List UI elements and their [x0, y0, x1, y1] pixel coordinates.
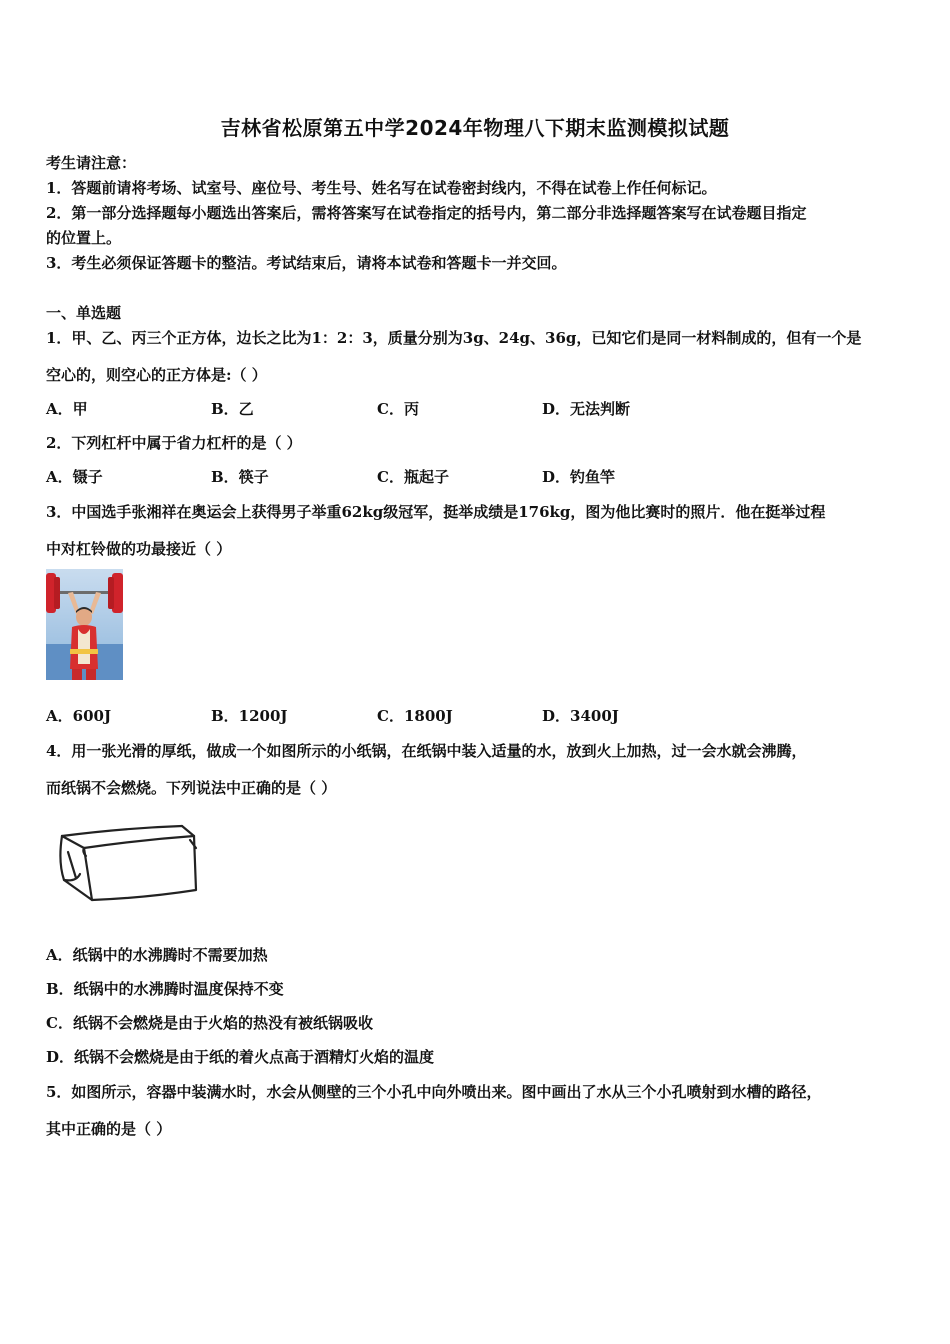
question-2-option-b: B．筷子 [211, 468, 269, 486]
question-1-option-d: D．无法判断 [542, 400, 631, 418]
question-3-option-b: B．1200J [211, 707, 288, 725]
notice-item: 的位置上。 [46, 229, 122, 247]
weightlifter-photo [46, 569, 123, 680]
question-1-line: 空心的，则空心的正方体是:（ ） [46, 366, 267, 384]
question-4-option-a: A．纸锅中的水沸腾时不需要加热 [46, 946, 268, 964]
notice-item: 2．第一部分选择题每小题选出答案后，需将答案写在试卷指定的括号内，第二部分非选择题答案写在试卷题目指定 [46, 204, 807, 222]
question-3-option-c: C．1800J [377, 707, 453, 725]
question-3-option-d: D．3400J [542, 707, 619, 725]
question-5-line: 其中正确的是（ ） [46, 1120, 172, 1138]
question-1-option-c: C．丙 [377, 400, 419, 418]
question-3-line: 中对杠铃做的功最接近（ ） [46, 540, 232, 558]
question-2-option-c: C．瓶起子 [377, 468, 449, 486]
question-1-line: 1．甲、乙、丙三个正方体，边长之比为1：2：3，质量分别为3g、24g、36g，已知它们是同一材料制成的，但有一个是 [46, 329, 862, 347]
question-4-option-d: D．纸锅不会燃烧是由于纸的着火点高于酒精灯火焰的温度 [46, 1048, 435, 1066]
question-2-line: 2．下列杠杆中属于省力杠杆的是（ ） [46, 434, 302, 452]
notice-item: 1．答题前请将考场、试室号、座位号、考生号、姓名写在试卷密封线内，不得在试卷上作任何标记。 [46, 179, 717, 197]
question-5-line: 5．如图所示，容器中装满水时，水会从侧壁的三个小孔中向外喷出来。图中画出了水从三个小孔喷射到水槽的路径， [46, 1083, 822, 1101]
question-2-option-d: D．钓鱼竿 [542, 468, 616, 486]
notice-heading: 考生请注意： [46, 154, 137, 172]
question-4-option-b: B．纸锅中的水沸腾时温度保持不变 [46, 980, 284, 998]
question-1-option-a: A．甲 [46, 400, 88, 418]
question-2-option-a: A．镊子 [46, 468, 103, 486]
question-3-line: 3．中国选手张湘祥在奥运会上获得男子举重62kg级冠军，挺举成绩是176kg，图为他比赛时的照片．他在挺举过程 [46, 503, 826, 521]
question-1-option-b: B．乙 [211, 400, 254, 418]
question-4-option-c: C．纸锅不会燃烧是由于火焰的热没有被纸锅吸收 [46, 1014, 373, 1032]
notice-item: 3．考生必须保证答题卡的整洁。考试结束后，请将本试卷和答题卡一并交回。 [46, 254, 567, 272]
question-4-line: 而纸锅不会燃烧。下列说法中正确的是（ ） [46, 779, 337, 797]
paper-pot-diagram [54, 822, 204, 904]
question-4-line: 4．用一张光滑的厚纸，做成一个如图所示的小纸锅，在纸锅中装入适量的水，放到火上加热，过一会水就会沸腾， [46, 742, 807, 760]
page-title: 吉林省松原第五中学2024年物理八下期末监测模拟试题 [220, 116, 730, 140]
section-heading: 一、单选题 [46, 304, 122, 322]
question-3-option-a: A．600J [46, 707, 112, 725]
